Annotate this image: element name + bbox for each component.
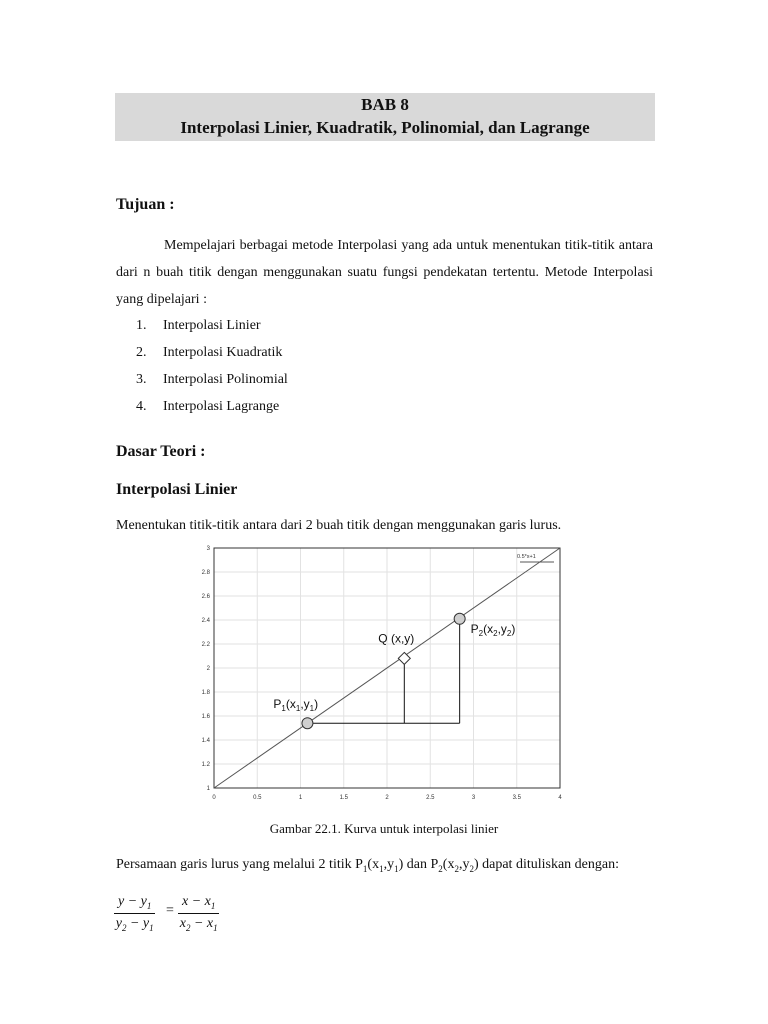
list-item: 4. Interpolasi Lagrange (136, 399, 280, 414)
x-tick-label: 0.5 (253, 795, 262, 801)
x-tick-label: 3.5 (512, 795, 521, 801)
list-item: 2. Interpolasi Kuadratik (136, 345, 283, 360)
x-tick-label: 1.5 (339, 795, 348, 801)
y-tick-label: 1.2 (201, 762, 210, 768)
x-tick-label: 1 (298, 795, 303, 801)
legend-label: 0.5*x+1 (517, 554, 536, 560)
heading-interpolasi-linier: Interpolasi Linier (116, 481, 238, 498)
method-list (136, 312, 288, 420)
y-tick-label: 2.4 (201, 618, 210, 624)
x-tick-label: 2 (385, 795, 389, 801)
equation-fraction-right: $\frac{x - x_1}{x_2 - x_1}$ (179, 894, 218, 933)
point-q-label: Q (x,y) (378, 631, 415, 646)
list-item: 1. Interpolasi Linier (136, 318, 261, 333)
paragraph-text: Mempelajari berbagai metode Interpolasi yang ada untuk menentukan titik-titik antara dari n buah titik dengan menggunakan suatu fungsi pendekatan tertentu. Metode Interpolasi yang dipelajari : (116, 238, 653, 307)
x-tick-label: 3 (471, 795, 476, 801)
chapter-number: BAB 8 (361, 95, 409, 114)
y-tick-label: 2.8 (201, 570, 210, 576)
point-p2-label: $P_2(x_2,y_2)$ (470, 621, 516, 638)
heading-dasar-teori: Dasar Teori : (116, 443, 206, 460)
list-item: 3. Interpolasi Polinomial (136, 372, 288, 387)
x-tick-label: 2.5 (426, 795, 435, 801)
y-tick-label: 2 (206, 666, 210, 672)
figure-caption: Gambar 22.1. Kurva untuk interpolasi linier (269, 821, 499, 836)
x-tick-label: 4 (558, 795, 562, 801)
paragraph-tujuan (116, 232, 653, 313)
y-tick-label: 3 (206, 546, 210, 552)
heading-tujuan: Tujuan : (116, 196, 175, 213)
x-tick-label: 0 (212, 795, 216, 801)
linear-interpolation-chart (196, 541, 570, 805)
y-tick-label: 1.4 (201, 738, 210, 744)
y-tick-label: 2.2 (201, 642, 210, 648)
equals-sign: = (166, 903, 174, 918)
point-p1-label: $P_1(x_1,y_1)$ (273, 697, 319, 714)
y-tick-label: 1.8 (201, 690, 210, 696)
point-p1-marker (302, 718, 313, 729)
equation-intro: Persamaan garis lurus yang melalui 2 titik $P_1(x_1,y_1)$ dan $P_2(x_2,y_2)$ dapat dituliskan dengan: (116, 857, 619, 874)
point-p2-marker (454, 613, 465, 624)
y-tick-label: 1 (206, 786, 210, 792)
linier-description: Menentukan titik-titik antara dari 2 buah titik dengan menggunakan garis lurus. (116, 518, 562, 533)
chapter-title-box (115, 93, 655, 141)
y-tick-label: 1.6 (201, 714, 210, 720)
equation-fraction-left: $\frac{y - y_1}{y_2 - y_1}$ (115, 894, 154, 933)
y-tick-label: 2.6 (201, 594, 210, 600)
chapter-title: Interpolasi Linier, Kuadratik, Polinomial, dan Lagrange (180, 118, 590, 137)
point-q-marker (398, 652, 410, 664)
